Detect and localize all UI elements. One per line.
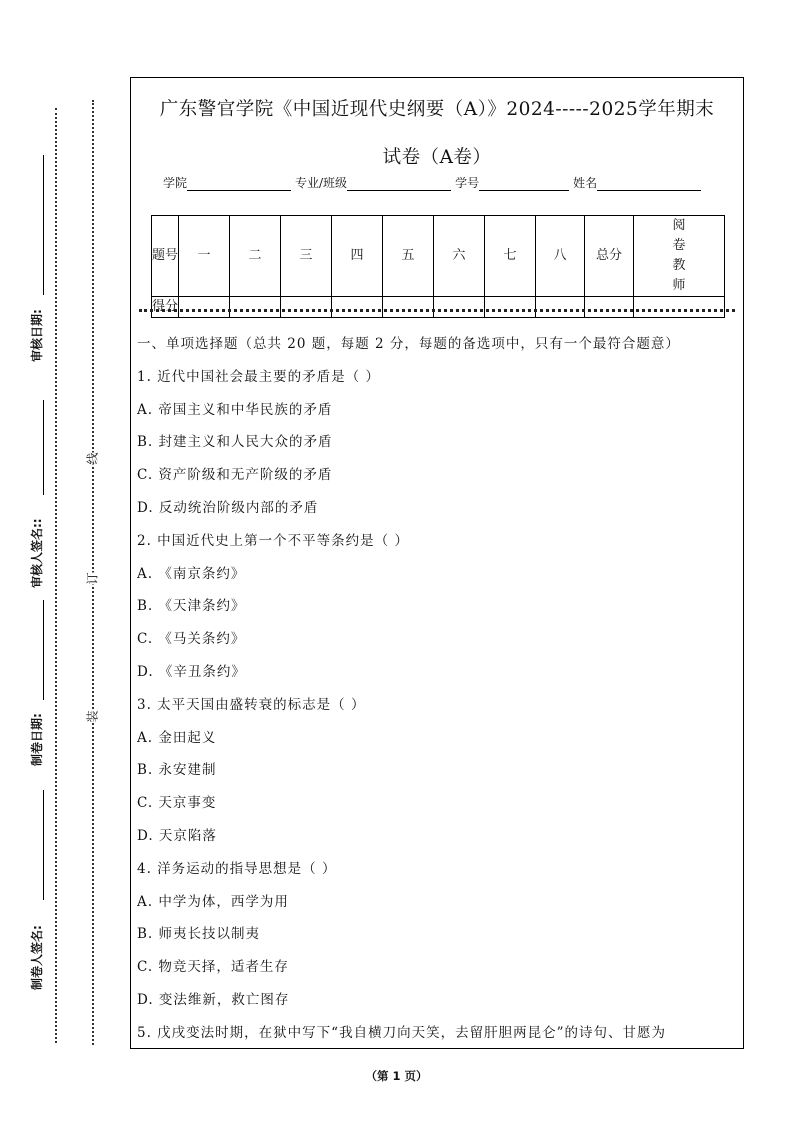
section-content xyxy=(137,328,739,1050)
score-cell-7[interactable] xyxy=(485,297,536,318)
option-line: B. 永安建制 xyxy=(137,762,217,779)
score-table-score-row xyxy=(152,297,725,318)
score-cell-1[interactable] xyxy=(179,297,230,318)
reviewer-sign-line xyxy=(43,400,44,495)
score-col-3: 三 xyxy=(281,216,332,297)
major-label: 专业/班级 xyxy=(295,176,348,190)
exam-title-line2: 试卷（A卷） xyxy=(382,147,492,168)
exam-title xyxy=(131,86,743,182)
option-line: A. 金田起义 xyxy=(137,729,217,746)
name-label: 姓名 xyxy=(573,176,598,190)
binding-char-zhuang: 装 xyxy=(85,710,100,723)
score-col-8: 八 xyxy=(536,216,585,297)
score-cell-2[interactable] xyxy=(230,297,281,318)
score-col-total: 总分 xyxy=(585,216,634,297)
student-id-field[interactable] xyxy=(479,178,569,191)
score-table xyxy=(151,215,725,318)
option-line: C. 资产阶级和无产阶级的矛盾 xyxy=(137,467,333,484)
question-line: 3. 太平天国由盛转衰的标志是（ ） xyxy=(137,696,366,713)
section-heading: 一、单项选择题（总共 20 题，每题 2 分，每题的备选项中，只有一个最符合题意） xyxy=(137,336,680,352)
option-line: D. 反动统治阶级内部的矛盾 xyxy=(137,499,319,516)
option-line: C. 物竞天择，适者生存 xyxy=(137,959,289,976)
score-cell-3[interactable] xyxy=(281,297,332,318)
option-line: B. 封建主义和人民大众的矛盾 xyxy=(137,434,333,451)
score-col-2: 二 xyxy=(230,216,281,297)
score-col-5: 五 xyxy=(383,216,434,297)
review-date-line xyxy=(43,155,44,295)
option-line: A. 帝国主义和中华民族的矛盾 xyxy=(137,401,333,418)
option-line: C. 天京事变 xyxy=(137,795,217,812)
score-col-6: 六 xyxy=(434,216,485,297)
score-cell-grader[interactable] xyxy=(634,297,725,318)
question-line: 1. 近代中国社会最主要的矛盾是（ ） xyxy=(137,368,380,385)
college-field[interactable] xyxy=(187,178,291,191)
maker-sign-line xyxy=(43,790,44,900)
option-line: D. 天京陷落 xyxy=(137,827,217,844)
option-line: D. 变法维新，救亡图存 xyxy=(137,991,290,1008)
question-list xyxy=(137,361,739,1050)
option-line: B. 师夷长技以制夷 xyxy=(137,926,261,943)
reviewer-sign-label: 审核人签名:: xyxy=(30,518,44,588)
score-cell-5[interactable] xyxy=(383,297,434,318)
name-field[interactable] xyxy=(597,178,701,191)
page-number: （第 1 页） xyxy=(365,1069,428,1083)
review-date-label: 审核日期: xyxy=(30,309,44,362)
exam-frame xyxy=(130,77,744,1049)
score-col-4: 四 xyxy=(332,216,383,297)
binding-char-ding: 订 xyxy=(85,572,100,585)
major-field[interactable] xyxy=(347,178,451,191)
score-col-grader: 阅卷教师 xyxy=(634,216,725,297)
score-col-1: 一 xyxy=(179,216,230,297)
option-line: B. 《天津条约》 xyxy=(137,598,246,615)
question-line: 4. 洋务运动的指导思想是（ ） xyxy=(137,860,337,877)
option-line: A. 《南京条约》 xyxy=(137,565,246,582)
score-cell-6[interactable] xyxy=(434,297,485,318)
binding-dotted-line-outer xyxy=(55,108,57,1043)
student-info-row xyxy=(163,174,723,191)
option-line: A. 中学为体，西学为用 xyxy=(137,893,289,910)
make-date-label: 制卷日期: xyxy=(30,713,44,766)
student-id-label: 学号 xyxy=(455,176,480,190)
score-cell-4[interactable] xyxy=(332,297,383,318)
option-line: D. 《辛丑条约》 xyxy=(137,663,246,680)
binding-char-xian: 线 xyxy=(85,452,100,465)
score-cell-total[interactable] xyxy=(585,297,634,318)
college-label: 学院 xyxy=(163,176,188,190)
score-cell-8[interactable] xyxy=(536,297,585,318)
score-col-7: 七 xyxy=(485,216,536,297)
maker-sign-label: 制卷人签名: xyxy=(30,925,44,990)
row-label-question: 题号 xyxy=(152,216,179,297)
score-table-header-row xyxy=(152,216,725,297)
dotted-separator xyxy=(139,309,735,312)
option-line: C. 《马关条约》 xyxy=(137,631,246,648)
exam-title-line1: 广东警官学院《中国近现代史纲要（A）》2024-----2025学年期末 xyxy=(159,99,715,120)
question-line: 5. 戊戌变法时期，在狱中写下“我自横刀向天笑，去留肝胆两昆仑”的诗句、甘愿为 xyxy=(137,1024,666,1041)
row-label-score: 得分 xyxy=(152,297,179,318)
question-line: 2. 中国近代史上第一个不平等条约是（ ） xyxy=(137,532,409,549)
make-date-line xyxy=(43,600,44,700)
